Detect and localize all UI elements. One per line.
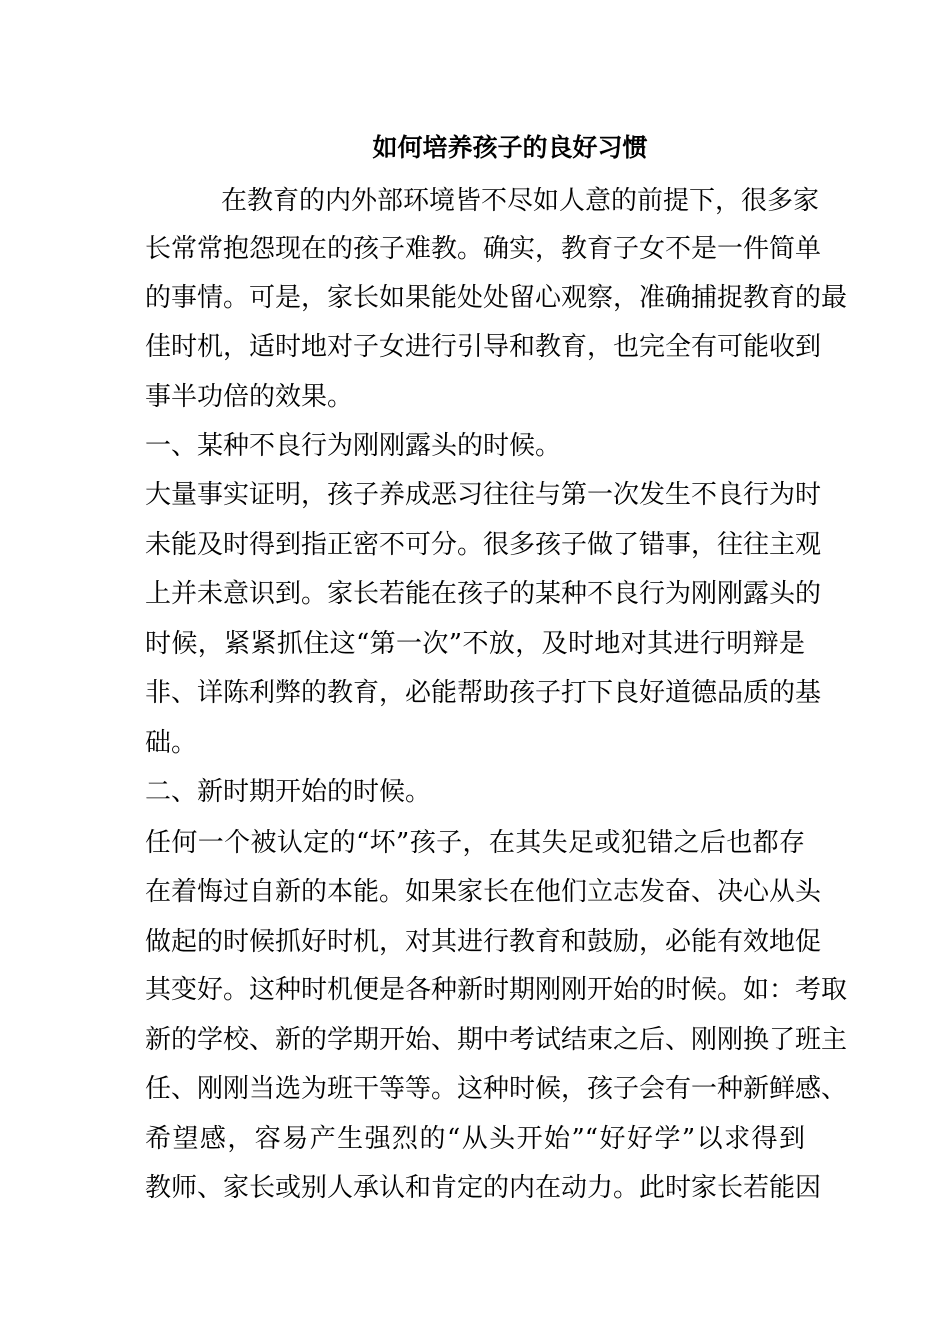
paragraph-line: 任、刚刚当选为班干等等。这种时候，孩子会有一种新鲜感、 — [145, 1074, 848, 1104]
paragraph-line: 希望感，容易产生强烈的“从头开始”“好好学”以求得到 — [145, 1124, 805, 1154]
paragraph-line: 在教育的内外部环境皆不尽如人意的前提下，很多家 — [221, 186, 820, 216]
section-heading: 二、新时期开始的时候。 — [145, 777, 432, 807]
paragraph-line: 上并未意识到。家长若能在孩子的某种不良行为刚刚露头的 — [145, 579, 822, 609]
paragraph-line: 教师、家长或别人承认和肯定的内在动力。此时家长若能因 — [145, 1173, 822, 1203]
paragraph-line: 未能及时得到指正密不可分。很多孩子做了错事，往往主观 — [145, 530, 822, 560]
paragraph-line: 新的学校、新的学期开始、期中考试结束之后、刚刚换了班主 — [145, 1025, 848, 1055]
paragraph-line: 任何一个被认定的“坏”孩子，在其失足或犯错之后也都存 — [145, 828, 805, 858]
paragraph-line: 的事情。可是，家长如果能处处留心观察，准确捕捉教育的最 — [145, 283, 848, 313]
paragraph-line: 大量事实证明，孩子养成恶习往往与第一次发生不良行为时 — [145, 480, 822, 510]
paragraph-line: 事半功倍的效果。 — [145, 382, 354, 412]
paragraph-line: 非、详陈利弊的教育，必能帮助孩子打下良好道德品质的基 — [145, 678, 822, 708]
paragraph-line: 时候，紧紧抓住这“第一次”不放，及时地对其进行明辩是 — [145, 629, 805, 659]
paragraph-line: 做起的时候抓好时机，对其进行教育和鼓励，必能有效地促 — [145, 927, 822, 957]
section-heading: 一、某种不良行为刚刚露头的时候。 — [145, 431, 562, 461]
paragraph-line: 在着悔过自新的本能。如果家长在他们立志发奋、决心从头 — [145, 877, 822, 907]
paragraph-line: 其变好。这种时机便是各种新时期刚刚开始的时候。如：考取 — [145, 975, 848, 1005]
paragraph-line: 础。 — [145, 728, 198, 758]
paragraph-line: 长常常抱怨现在的孩子难教。确实，教育子女不是一件简单 — [145, 234, 822, 264]
document-title: 如何培养孩子的良好习惯 — [372, 133, 648, 162]
paragraph-line: 佳时机，适时地对子女进行引导和教育，也完全有可能收到 — [145, 332, 822, 362]
